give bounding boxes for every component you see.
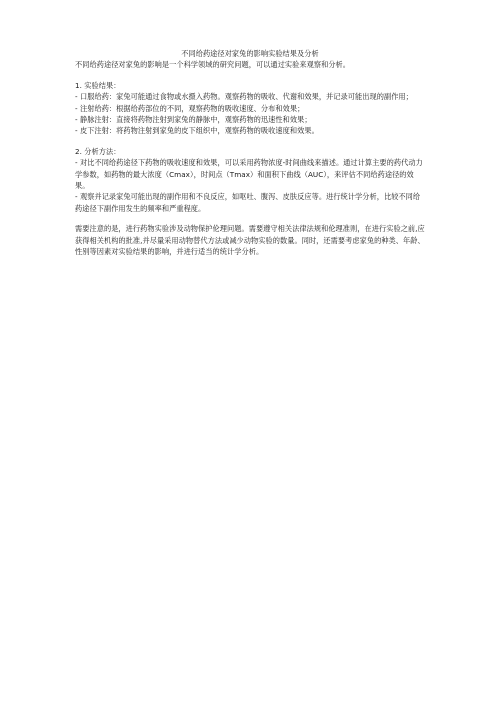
method-item-side-effects: - 观察并记录家兔可能出现的副作用和不良反应，如呕吐、腹泻、皮肤反应等。进行统计学分析，比较不同给药途径下副作用发生的频率和严重程度。 — [75, 192, 421, 213]
section-heading-methods: 2. 分析方法： — [75, 146, 121, 156]
spacer — [75, 137, 425, 146]
document-page — [75, 48, 425, 258]
section-heading-results: 1. 实验结果： — [75, 80, 121, 90]
result-item-oral: - 口服给药：家兔可能通过食物或水摄入药物。观察药物的吸收、代谢和效果，并记录可能出现的副作用； — [75, 92, 413, 102]
result-item-injection: - 注射给药：根据给药部位的不同，观察药物的吸收速度、分布和效果； — [75, 103, 305, 113]
conclusion-paragraph: 需要注意的是，进行药物实验涉及动物保护伦理问题。需要遵守相关法律法规和伦理准则，在进行实验之前,应获得相关机构的批准,并尽量采用动物替代方法或减少动物实验的数量。同时，还需要考虑家兔的种类、年龄、性别等因素对实验结果的影响，并进行适当的统计学分析。 — [75, 224, 425, 257]
method-item-pharmacokinetics: - 对比不同给药途径下药物的吸收速度和效果，可以采用药物浓度-时间曲线来描述。通过计算主要的药代动力学参数，如药物的最大浓度（Cmax），时间点（Tmax）和面积下曲线（AUC），来评估不同给药途径的效果。 — [75, 158, 423, 191]
result-item-subcutaneous: - 皮下注射：将药物注射到家兔的皮下组织中，观察药物的吸收速度和效果。 — [75, 126, 319, 136]
intro-paragraph: 不同给药途径对家兔的影响是一个科学领域的研究问题，可以通过实验来观察和分析。 — [75, 60, 351, 70]
spacer — [75, 214, 425, 223]
result-item-intravenous: - 静脉注射：直接将药物注射到家兔的静脉中，观察药物的迅速性和效果； — [75, 115, 312, 125]
document-title: 不同给药途径对家兔的影响实验结果及分析 — [181, 49, 319, 58]
spacer — [75, 71, 425, 80]
